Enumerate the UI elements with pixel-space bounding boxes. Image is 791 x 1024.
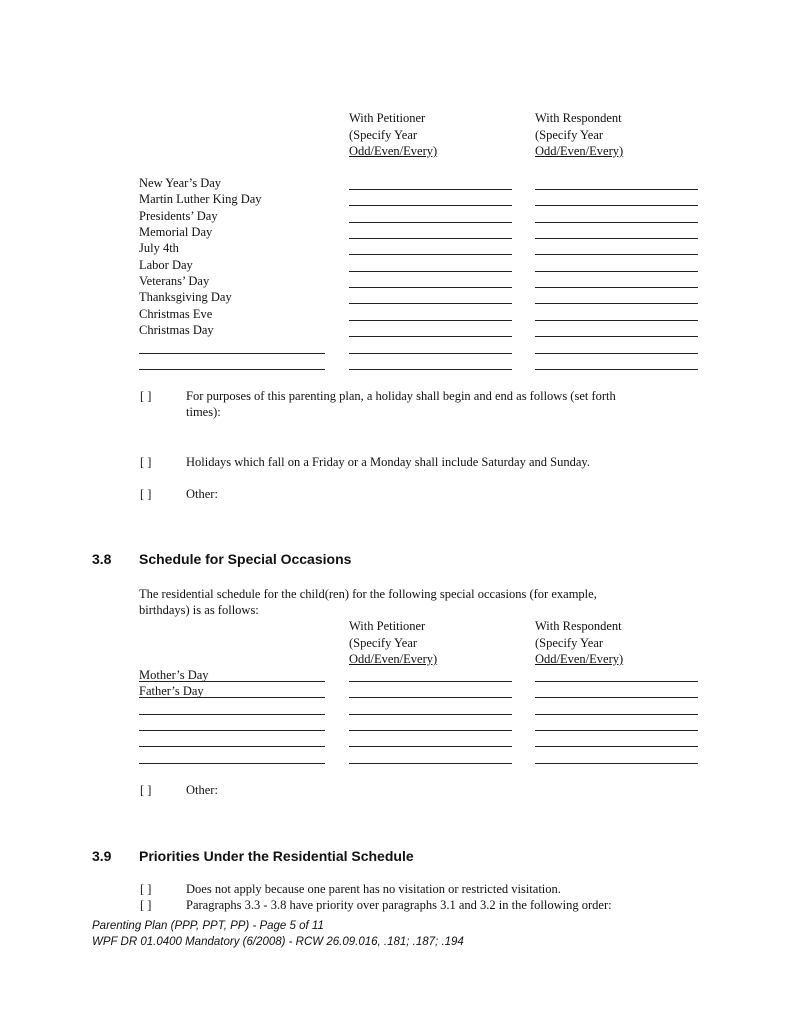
priority-order-checkbox[interactable]: [ ] [140,898,152,912]
petitioner-header-line2: (Specify Year [349,635,418,650]
petitioner-column-header [349,110,437,160]
respondent-blank[interactable] [535,681,698,682]
petitioner-blank[interactable] [349,730,512,731]
section-number: 3.9 [92,848,112,864]
holiday-label: New Year’s Day [139,176,222,190]
occasion-name-blank[interactable] [139,697,325,698]
footer-form-info: WPF DR 01.0400 Mandatory (6/2008) - RCW 26.09.016, .181; .187; .194 [92,936,464,948]
respondent-blank[interactable] [535,369,698,370]
special-occasions-intro-cont: birthdays) is as follows: [139,603,259,617]
respondent-header-line1: With Respondent [535,619,622,633]
holiday-label: Memorial Day [139,225,213,239]
friday-monday-text: Holidays which fall on a Friday or a Monday shall include Saturday and Sunday. [186,455,590,469]
special-occasions-intro: The residential schedule for the child(ren) for the following special occasions (for example, [139,587,597,601]
occasion-name-blank[interactable] [139,714,325,715]
petitioner-blank[interactable] [349,336,512,337]
section-title: Schedule for Special Occasions [139,551,352,567]
holiday-times-text: For purposes of this parenting plan, a holiday shall begin and end as follows (set forth [186,389,616,403]
priority-order-text: Paragraphs 3.3 - 3.8 have priority over paragraphs 3.1 and 3.2 in the following order: [186,898,612,912]
occasion-name-blank[interactable] [139,763,325,764]
holiday-label: Martin Luther King Day [139,192,262,206]
extra-holiday-blank[interactable] [139,353,325,354]
holiday-label: July 4th [139,241,179,255]
petitioner-blank[interactable] [349,189,512,190]
respondent-blank[interactable] [535,205,698,206]
respondent-blank[interactable] [535,730,698,731]
petitioner-blank[interactable] [349,697,512,698]
holiday-other-text: Other: [186,487,218,501]
petitioner-blank[interactable] [349,763,512,764]
holiday-label: Veterans’ Day [139,274,210,288]
respondent-header-line1: With Respondent [535,111,622,125]
respondent-blank[interactable] [535,746,698,747]
petitioner-blank[interactable] [349,320,512,321]
holiday-label: Presidents’ Day [139,209,218,223]
respondent-blank[interactable] [535,287,698,288]
petitioner-blank[interactable] [349,287,512,288]
not-apply-checkbox[interactable]: [ ] [140,882,152,896]
not-apply-text: Does not apply because one parent has no visitation or restricted visitation. [186,882,561,896]
respondent-column-header [535,110,623,160]
petitioner-blank[interactable] [349,254,512,255]
petitioner-blank[interactable] [349,714,512,715]
petitioner-header-line1: With Petitioner [349,619,426,633]
holiday-label: Christmas Eve [139,307,213,321]
respondent-blank[interactable] [535,763,698,764]
respondent-blank[interactable] [535,697,698,698]
holiday-label: Labor Day [139,258,193,272]
petitioner-blank[interactable] [349,222,512,223]
respondent-blank[interactable] [535,222,698,223]
respondent-blank[interactable] [535,714,698,715]
extra-holiday-blank[interactable] [139,369,325,370]
respondent-blank[interactable] [535,254,698,255]
respondent-header-line2: (Specify Year [535,635,604,650]
occasion-name-blank[interactable] [139,681,325,682]
petitioner-blank[interactable] [349,303,512,304]
holiday-other-checkbox[interactable]: [ ] [140,487,152,501]
petitioner-blank[interactable] [349,746,512,747]
respondent-blank[interactable] [535,320,698,321]
petitioner-header-line2: (Specify Year [349,127,418,142]
respondent-blank[interactable] [535,353,698,354]
petitioner-header-line1: With Petitioner [349,111,426,125]
respondent-header-line3: Odd/Even/Every) [535,652,624,666]
petitioner-header-line3: Odd/Even/Every) [349,652,438,666]
petitioner-blank[interactable] [349,238,512,239]
respondent-header-line2: (Specify Year [535,127,604,142]
holiday-times-text-cont: times): [186,405,221,419]
petitioner-header-line3: Odd/Even/Every) [349,144,438,158]
holiday-label: Thanksgiving Day [139,290,232,304]
occasion-name-blank[interactable] [139,746,325,747]
respondent-header-line3: Odd/Even/Every) [535,144,624,158]
petitioner-column-header [349,618,437,668]
respondent-blank[interactable] [535,271,698,272]
section-title: Priorities Under the Residential Schedule [139,848,414,864]
petitioner-blank[interactable] [349,681,512,682]
holiday-times-checkbox[interactable]: [ ] [140,389,152,403]
petitioner-blank[interactable] [349,353,512,354]
petitioner-blank[interactable] [349,205,512,206]
occasion-label: Father’s Day [139,684,204,698]
respondent-blank[interactable] [535,336,698,337]
petitioner-blank[interactable] [349,271,512,272]
respondent-column-header [535,618,623,668]
occasion-label: Mother’s Day [139,668,209,682]
occasion-name-blank[interactable] [139,730,325,731]
respondent-blank[interactable] [535,303,698,304]
holiday-label: Christmas Day [139,323,214,337]
petitioner-blank[interactable] [349,369,512,370]
occasion-other-text: Other: [186,783,218,797]
respondent-blank[interactable] [535,189,698,190]
footer-page-info: Parenting Plan (PPP, PPT, PP) - Page 5 of 11 [92,920,324,932]
section-number: 3.8 [92,551,112,567]
respondent-blank[interactable] [535,238,698,239]
friday-monday-checkbox[interactable]: [ ] [140,455,152,469]
occasion-other-checkbox[interactable]: [ ] [140,783,152,797]
